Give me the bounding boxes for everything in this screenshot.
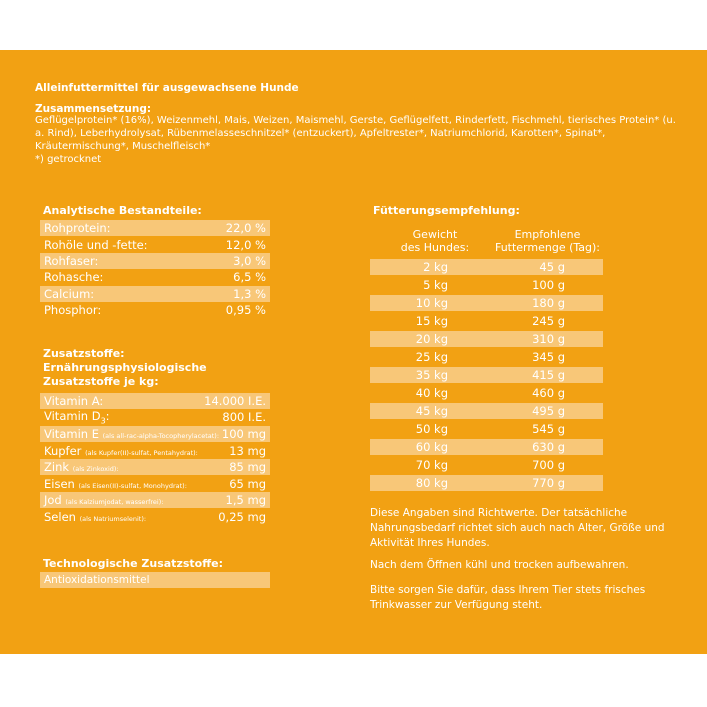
additive-label bbox=[44, 493, 163, 507]
feeding-weight: 2 kg bbox=[423, 260, 448, 274]
technological-item: Antioxidationsmittel bbox=[40, 572, 270, 588]
additive-value: 13 mg bbox=[229, 444, 266, 458]
feeding-col-amount-header bbox=[490, 228, 605, 254]
feeding-note: Diese Angaben sind Richtwerte. Der tatsächliche Nahrungsbedarf richtet sich auch nach Alter, Größe und Aktivität Ihres Hundes. bbox=[370, 507, 665, 549]
composition-footnote: *) getrocknet bbox=[35, 154, 102, 165]
analytic-row bbox=[40, 269, 270, 285]
header-line: des Hundes: bbox=[400, 241, 470, 254]
feeding-weight: 20 kg bbox=[415, 332, 448, 346]
feeding-row bbox=[370, 259, 603, 275]
water-note: Bitte sorgen Sie dafür, dass Ihrem Tier stets frisches Trinkwasser zur Verfügung steht. bbox=[370, 584, 646, 611]
composition-block bbox=[35, 114, 680, 166]
additive-label-text: Zink bbox=[44, 460, 70, 474]
feeding-row bbox=[370, 403, 603, 419]
feeding-amount: 180 g bbox=[532, 296, 565, 310]
additive-label bbox=[44, 444, 198, 458]
analytic-row bbox=[40, 253, 270, 269]
composition-text: Geflügelprotein* (16%), Weizenmehl, Mais, Weizen, Maismehl, Gerste, Geflügelfett, Rinderfett, Fischmehl, tierisches Protein* (u. a. Rind), Leberhydrolysat, Rübenmelasseschnitzel* (entzuckert), Apfeltrester*, Natriumchlorid, Karotten*, Spinat*, Kräutermischung*, Muschelfleisch* bbox=[35, 115, 676, 152]
additives-heading: Zusatzstoffe: bbox=[43, 347, 125, 360]
feeding-amount: 310 g bbox=[532, 332, 565, 346]
additive-value: 100 mg bbox=[221, 427, 266, 441]
analytic-value: 6,5 % bbox=[233, 270, 266, 284]
additive-note: (als Zinkoxid): bbox=[72, 465, 119, 473]
feeding-heading: Fütterungsempfehlung: bbox=[373, 204, 520, 217]
additive-label-text: Kupfer bbox=[44, 444, 82, 458]
feeding-col-weight-header bbox=[380, 228, 490, 254]
analytic-value: 22,0 % bbox=[225, 221, 266, 235]
additive-label bbox=[44, 427, 219, 441]
feeding-row bbox=[370, 295, 603, 311]
additive-row bbox=[40, 409, 270, 425]
feeding-weight: 70 kg bbox=[415, 458, 448, 472]
additive-value: 800 I.E. bbox=[222, 410, 266, 424]
feeding-amount: 545 g bbox=[532, 422, 565, 436]
analytic-heading: Analytische Bestandteile: bbox=[43, 204, 202, 217]
feeding-weight: 5 kg bbox=[423, 278, 448, 292]
additive-value: 65 mg bbox=[229, 477, 266, 491]
analytic-value: 3,0 % bbox=[233, 254, 266, 268]
additive-value: 85 mg bbox=[229, 460, 266, 474]
additive-value: 14.000 I.E. bbox=[204, 394, 266, 408]
additives-subheading: Ernährungsphysiologische bbox=[43, 361, 207, 374]
analytic-row bbox=[40, 302, 270, 318]
additive-label bbox=[44, 477, 187, 491]
analytic-value: 12,0 % bbox=[225, 238, 266, 252]
feeding-row bbox=[370, 331, 603, 347]
additive-label-text: Selen bbox=[44, 510, 76, 524]
additive-note: (als Natriumselenit): bbox=[79, 515, 147, 523]
additive-row bbox=[40, 509, 270, 525]
additive-note: (als all-rac-alpha-Tocopherylacetat): bbox=[102, 432, 220, 440]
analytic-value: 1,3 % bbox=[233, 287, 266, 301]
feeding-weight: 15 kg bbox=[415, 314, 448, 328]
additive-label: Vitamin A: bbox=[44, 394, 104, 408]
analytic-row bbox=[40, 220, 270, 236]
feeding-row bbox=[370, 457, 603, 473]
additive-row bbox=[40, 476, 270, 492]
analytic-label: Rohöle und -fette: bbox=[44, 238, 148, 252]
additive-label-colon: : bbox=[105, 408, 110, 423]
composition-heading: Zusammensetzung: bbox=[35, 103, 152, 115]
analytic-label: Rohfaser: bbox=[44, 254, 99, 268]
feeding-row bbox=[370, 439, 603, 455]
header-line: Gewicht bbox=[412, 228, 458, 241]
additive-row bbox=[40, 459, 270, 475]
additive-value: 1,5 mg bbox=[225, 493, 266, 507]
additive-note: (als Eisen(II)-sulfat, Monohydrat): bbox=[78, 482, 187, 490]
additive-label bbox=[44, 409, 110, 425]
feeding-amount: 245 g bbox=[532, 314, 565, 328]
additive-label-text: Jod bbox=[44, 493, 62, 507]
feeding-amount: 700 g bbox=[532, 458, 565, 472]
header-line: Futtermenge (Tag): bbox=[494, 241, 601, 254]
feeding-weight: 10 kg bbox=[415, 296, 448, 310]
feeding-row bbox=[370, 421, 603, 437]
additive-row bbox=[40, 492, 270, 508]
feeding-amount: 495 g bbox=[532, 404, 565, 418]
additives-subheading: Zusatzstoffe je kg: bbox=[43, 375, 159, 388]
feeding-weight: 45 kg bbox=[415, 404, 448, 418]
analytic-label: Rohasche: bbox=[44, 270, 104, 284]
additive-label-text: Vitamin E bbox=[44, 427, 99, 441]
additive-note: (als Kalziumjodat, wasserfrei): bbox=[65, 498, 164, 506]
feeding-weight: 25 kg bbox=[415, 350, 448, 364]
feeding-amount: 770 g bbox=[532, 476, 565, 490]
additive-label-text: Eisen bbox=[44, 477, 75, 491]
additive-note: (als Kupfer(II)-sulfat, Pentahydrat): bbox=[85, 449, 198, 457]
feeding-row bbox=[370, 313, 603, 329]
feeding-weight: 35 kg bbox=[415, 368, 448, 382]
analytic-label: Calcium: bbox=[44, 287, 95, 301]
additive-row bbox=[40, 426, 270, 442]
additive-value: 0,25 mg bbox=[218, 510, 266, 524]
additive-row bbox=[40, 443, 270, 459]
analytic-label: Rohprotein: bbox=[44, 221, 111, 235]
analytic-label: Phosphor: bbox=[44, 303, 102, 317]
feeding-weight: 80 kg bbox=[415, 476, 448, 490]
feeding-row bbox=[370, 277, 603, 293]
additive-label bbox=[44, 510, 146, 524]
analytic-row bbox=[40, 237, 270, 253]
additive-label bbox=[44, 460, 119, 474]
feeding-weight: 50 kg bbox=[415, 422, 448, 436]
additive-label-text: Vitamin D bbox=[44, 408, 101, 423]
feeding-row bbox=[370, 385, 603, 401]
feeding-amount: 345 g bbox=[532, 350, 565, 364]
analytic-value: 0,95 % bbox=[225, 303, 266, 317]
feeding-amount: 415 g bbox=[532, 368, 565, 382]
header-line: Empfohlene bbox=[514, 228, 581, 241]
feeding-amount: 460 g bbox=[532, 386, 565, 400]
feeding-row bbox=[370, 475, 603, 491]
analytic-row bbox=[40, 286, 270, 302]
technological-heading: Technologische Zusatzstoffe: bbox=[43, 557, 223, 570]
feeding-row bbox=[370, 349, 603, 365]
feeding-amount: 45 g bbox=[539, 260, 565, 274]
product-title: Alleinfuttermittel für ausgewachsene Hunde bbox=[35, 82, 299, 94]
feeding-row bbox=[370, 367, 603, 383]
additive-label-subscript: 3 bbox=[100, 416, 106, 426]
feeding-amount: 100 g bbox=[532, 278, 565, 292]
feeding-weight: 60 kg bbox=[415, 440, 448, 454]
feeding-weight: 40 kg bbox=[415, 386, 448, 400]
feeding-amount: 630 g bbox=[532, 440, 565, 454]
storage-note: Nach dem Öffnen kühl und trocken aufbewahren. bbox=[370, 559, 629, 571]
additive-row bbox=[40, 393, 270, 409]
